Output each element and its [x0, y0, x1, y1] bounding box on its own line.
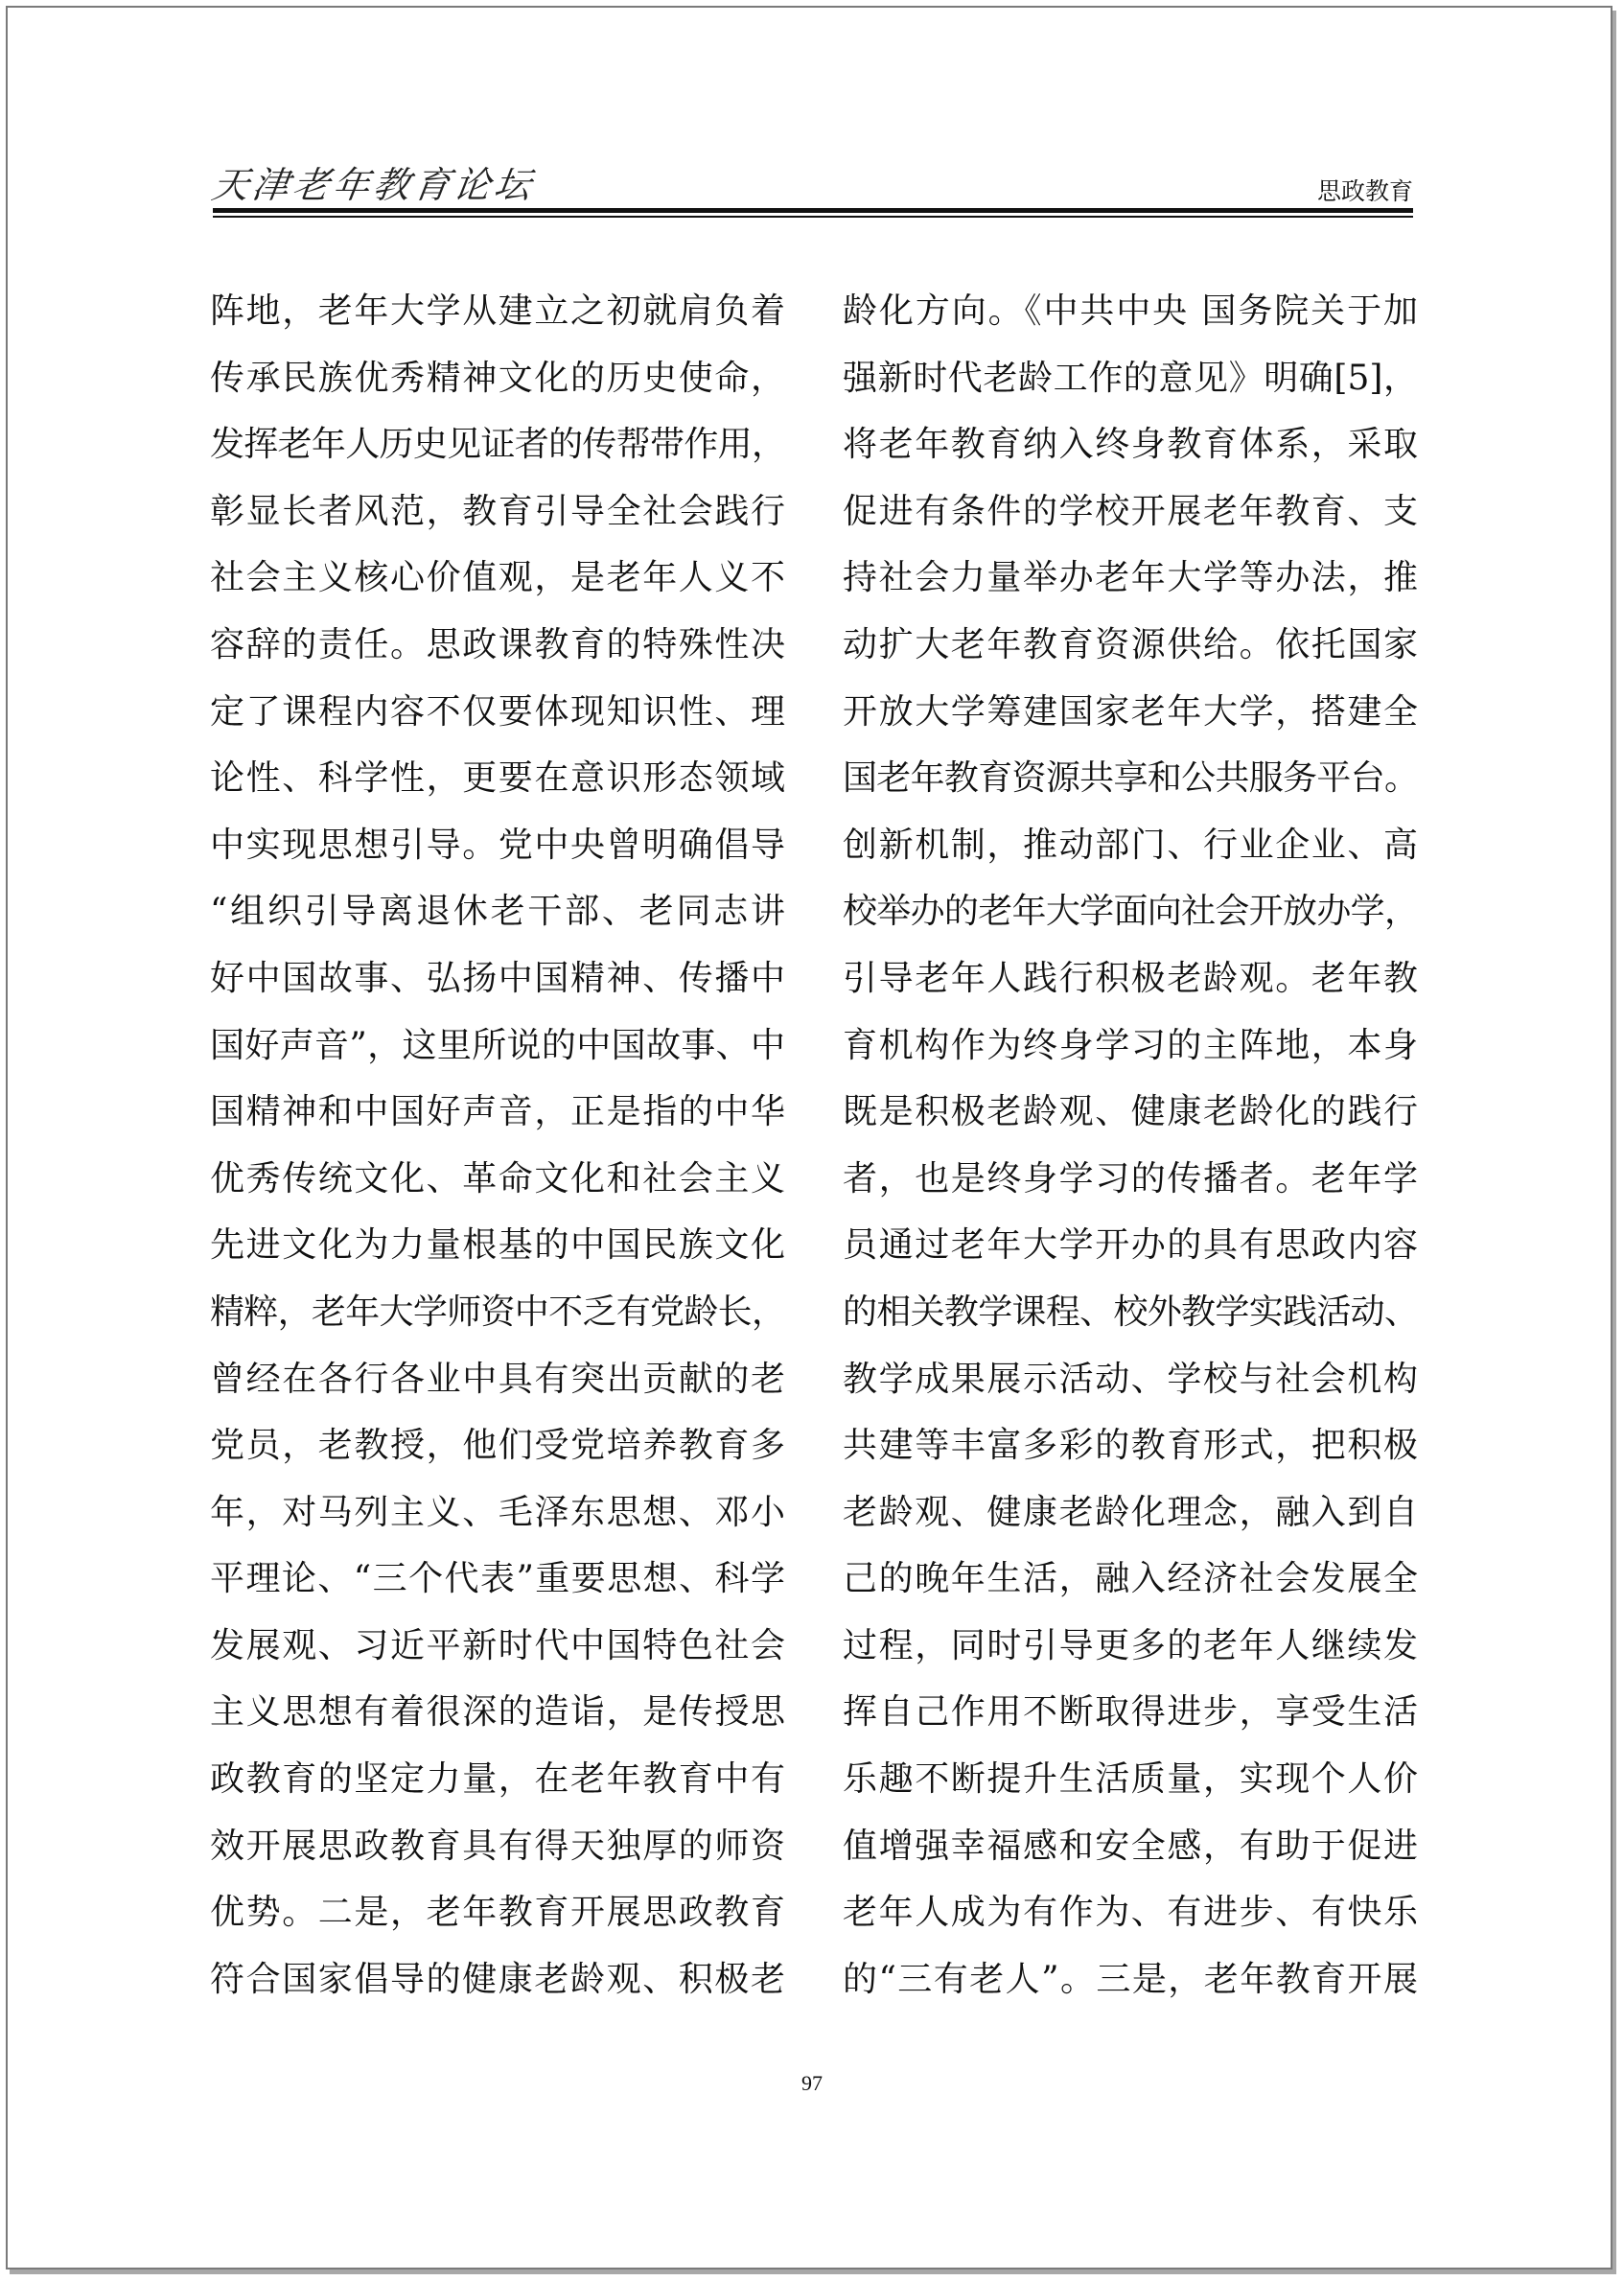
text-line: 持社会力量举办老年大学等办法，推 [843, 558, 1418, 598]
text-line: 将老年教育纳入终身教育体系，采取 [843, 425, 1418, 465]
text-line: 创新机制，推动部门、行业企业、高 [843, 825, 1418, 865]
text-line: 己的晚年生活，融入经济社会发展全 [843, 1559, 1418, 1599]
text-line: 传承民族优秀精神文化的历史使命， [210, 358, 785, 398]
text-line: 社会主义核心价值观，是老年人义不 [210, 558, 785, 598]
section-name: 思政教育 [1316, 177, 1413, 205]
text-line: 国好声音”，这里所说的中国故事、中 [210, 1025, 785, 1065]
text-line: 值增强幸福感和安全感，有助于促进 [843, 1826, 1418, 1866]
text-line: 共建等丰富多彩的教育形式，把积极 [843, 1426, 1418, 1466]
text-line: 挥自己作用不断取得进步，享受生活 [843, 1692, 1418, 1733]
text-line: 引导老年人践行积极老龄观。老年教 [843, 958, 1418, 998]
text-line: 阵地，老年大学从建立之初就肩负着 [210, 291, 785, 331]
text-line: 主义思想有着很深的造诣，是传授思 [210, 1692, 785, 1733]
text-line: 校举办的老年大学面向社会开放办学， [843, 892, 1418, 932]
text-line: 先进文化为力量根基的中国民族文化 [210, 1225, 785, 1266]
text-line: 中实现思想引导。党中央曾明确倡导 [210, 825, 785, 865]
text-line: 平理论、“三个代表”重要思想、科学 [210, 1559, 785, 1599]
text-line: 龄化方向。《中共中央 国务院关于加 [843, 291, 1418, 331]
text-line: 员通过老年大学开办的具有思政内容 [843, 1225, 1418, 1266]
text-line: 优势。二是，老年教育开展思政教育 [210, 1893, 785, 1933]
text-line: 论性、科学性，更要在意识形态领域 [210, 758, 785, 799]
text-line: 国老年教育资源共享和公共服务平台。 [843, 758, 1418, 799]
text-line: 既是积极老龄观、健康老龄化的践行 [843, 1092, 1418, 1132]
text-line: 者，也是终身学习的传播者。老年学 [843, 1158, 1418, 1199]
text-line: 政教育的坚定力量，在老年教育中有 [210, 1759, 785, 1800]
text-line: 效开展思政教育具有得天独厚的师资 [210, 1826, 785, 1866]
text-line: 开放大学筹建国家老年大学，搭建全 [843, 691, 1418, 732]
text-line: 优秀传统文化、革命文化和社会主义 [210, 1158, 785, 1199]
text-line: 发展观、习近平新时代中国特色社会 [210, 1625, 785, 1665]
journal-name: 天津老年教育论坛 [209, 164, 538, 206]
text-line: 育机构作为终身学习的主阵地，本身 [843, 1025, 1418, 1065]
text-line: 彰显长者风范，教育引导全社会践行 [210, 491, 785, 531]
header-rule-thick [213, 208, 1413, 213]
text-line: 乐趣不断提升生活质量，实现个人价 [843, 1759, 1418, 1800]
text-line: 教学成果展示活动、学校与社会机构 [843, 1359, 1418, 1399]
text-line: 的相关教学课程、校外教学实践活动、 [843, 1292, 1418, 1332]
text-line: 党员，老教授，他们受党培养教育多 [210, 1426, 785, 1466]
header-rule-thin [213, 216, 1413, 218]
text-line: 年，对马列主义、毛泽东思想、邓小 [210, 1492, 785, 1532]
text-line: 强新时代老龄工作的意见》明确[5]， [843, 358, 1418, 398]
right-column [843, 278, 1418, 2013]
running-header [209, 153, 1413, 221]
text-line: 好中国故事、弘扬中国精神、传播中 [210, 958, 785, 998]
text-line: 发挥老年人历史见证者的传帮带作用， [210, 425, 785, 465]
text-line: 国精神和中国好声音，正是指的中华 [210, 1092, 785, 1132]
text-line: 容辞的责任。思政课教育的特殊性决 [210, 624, 785, 664]
text-line: 老龄观、健康老龄化理念，融入到自 [843, 1492, 1418, 1532]
text-line: 促进有条件的学校开展老年教育、支 [843, 491, 1418, 531]
text-line: 的“三有老人”。三是，老年教育开展 [843, 1959, 1418, 1999]
text-line: 曾经在各行各业中具有突出贡献的老 [210, 1359, 785, 1399]
text-line: 精粹，老年大学师资中不乏有党龄长， [210, 1292, 785, 1332]
text-line: 老年人成为有作为、有进步、有快乐 [843, 1893, 1418, 1933]
text-line: 符合国家倡导的健康老龄观、积极老 [210, 1959, 785, 1999]
text-line: 动扩大老年教育资源供给。依托国家 [843, 624, 1418, 664]
text-line: 过程，同时引导更多的老年人继续发 [843, 1625, 1418, 1665]
left-column [210, 278, 785, 2013]
page-number: 97 [801, 2071, 823, 2095]
text-line: “组织引导离退休老干部、老同志讲 [210, 892, 785, 932]
text-line: 定了课程内容不仅要体现知识性、理 [210, 691, 785, 732]
